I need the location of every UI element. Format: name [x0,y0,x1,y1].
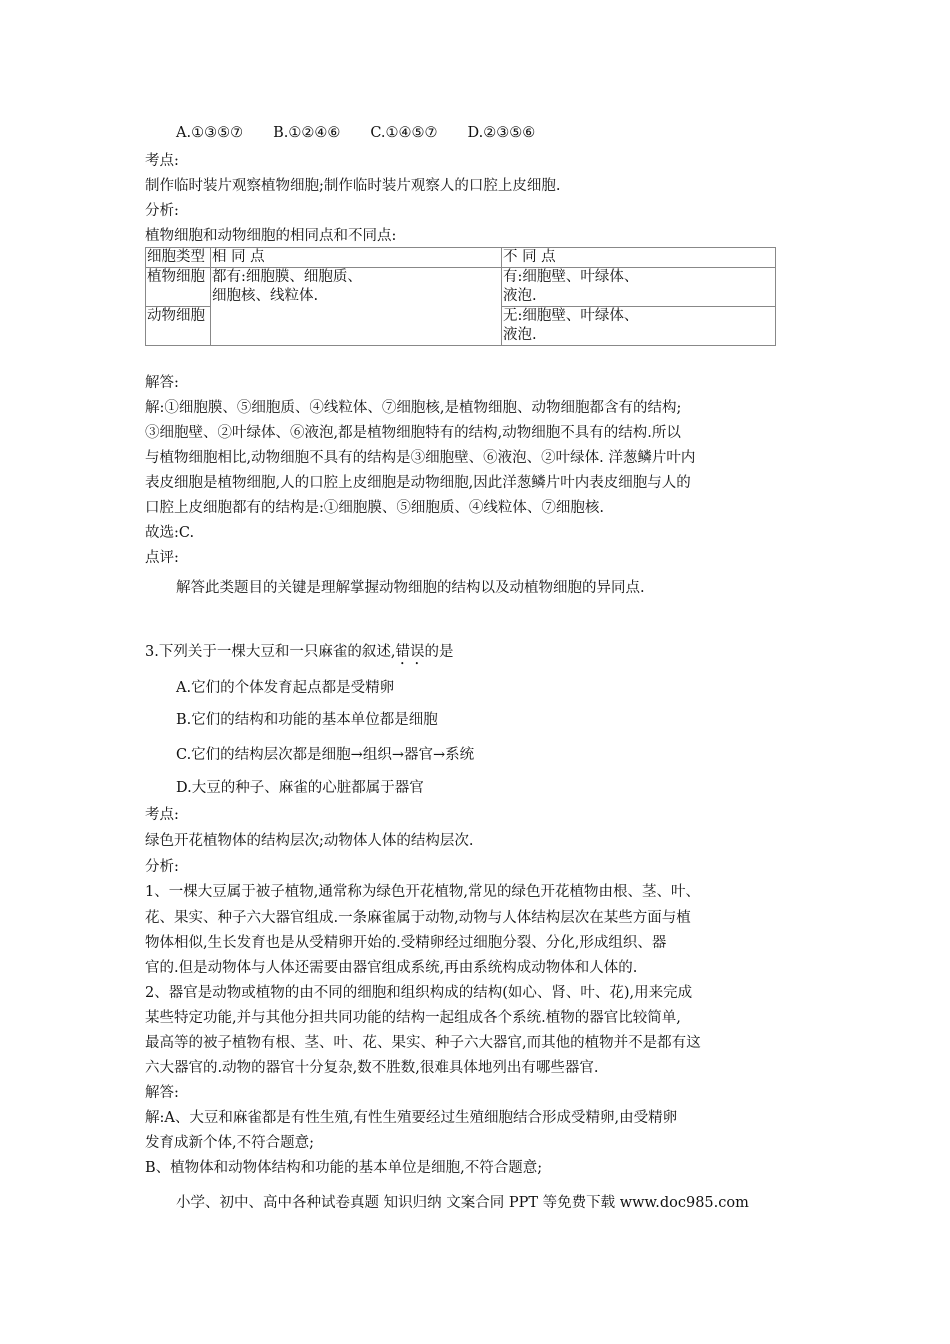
q3-fenxi-line: 2、器官是动物或植物的由不同的细胞和组织构成的结构(如心、肾、叶、花),用来完成 [145,985,693,1001]
q2-dianping-text: 解答此类题目的关键是理解掌握动物细胞的结构以及动植物细胞的异同点. [176,580,645,596]
q3-jieda-line: B、植物体和动物体结构和功能的基本单位是细胞,不符合题意; [145,1160,543,1176]
q3-stem-suffix: 的是 [424,644,454,660]
q2-jieda-line: 解:①细胞膜、⑤细胞质、④线粒体、⑦细胞核,是植物细胞、动物细胞都含有的结构; [145,400,682,416]
q3-option-d: D.大豆的种子、麻雀的心脏都属于器官 [176,780,424,796]
q3-fenxi-line: 官的.但是动物体与人体还需要由器官组成系统,再由系统构成动物体和人体的. [145,960,638,976]
table-cell-diff [501,268,775,307]
q2-dianping-label: 点评: [145,550,179,566]
q2-kaodian-text: 制作临时装片观察植物细胞;制作临时装片观察人的口腔上皮细胞. [145,178,561,194]
q2-jieda-line: ③细胞壁、②叶绿体、⑥液泡,都是植物细胞特有的结构,动物细胞不具有的结构.所以 [145,425,681,441]
table-cell-type: 植物细胞 [146,268,211,307]
table-cell-line: 无:细胞壁、叶绿体、 [502,308,639,324]
q3-option-c: C.它们的结构层次都是细胞→组织→器官→系统 [176,747,475,763]
q3-jieda-label: 解答: [145,1085,179,1101]
q3-stem-prefix: 3.下列关于一棵大豆和一只麻雀的叙述, [145,644,396,660]
page-footer: 小学、初中、高中各种试卷真题 知识归纳 文案合同 PPT 等免费下载 www.doc985.com [176,1195,749,1211]
q3-fenxi-line: 某些特定功能,并与其他分担共同功能的结构一起组成各个系统.植物的器官比较简单, [145,1010,681,1026]
table-row [146,268,776,307]
q2-fenxi-intro: 植物细胞和动物细胞的相同点和不同点: [145,228,397,244]
table-cell-same [210,268,501,346]
table-cell-line: 有:细胞壁、叶绿体、 [502,269,639,285]
q3-jieda-line: 发育成新个体,不符合题意; [145,1135,314,1151]
q3-fenxi-label: 分析: [145,859,179,875]
q2-options [176,121,565,146]
table-header-cell: 不 同 点 [501,248,775,268]
table-cell-diff [501,307,775,346]
table-cell-type: 动物细胞 [146,307,211,346]
q2-jieda-line: 口腔上皮细胞都有的结构是:①细胞膜、⑤细胞质、④线粒体、⑦细胞核. [145,500,604,516]
q3-option-b: B.它们的结构和功能的基本单位都是细胞 [176,712,438,728]
q3-option-a: A.它们的个体发育起点都是受精卵 [176,680,395,696]
table-cell-line: 液泡. [502,288,537,304]
table-cell-line: 液泡. [502,327,537,343]
table-header-cell: 相 同 点 [210,248,501,268]
q3-jieda-line: 解:A、大豆和麻雀都是有性生殖,有性生殖要经过生殖细胞结合形成受精卵,由受精卵 [145,1110,678,1126]
q2-kaodian-label: 考点: [145,153,179,169]
table-cell-line: 细胞核、线粒体. [211,288,319,304]
q2-jieda-label: 解答: [145,375,179,391]
q3-kaodian-text: 绿色开花植物体的结构层次;动物体人体的结构层次. [145,833,474,849]
q3-fenxi-line: 六大器官的.动物的器官十分复杂,数不胜数,很难具体地列出有哪些器官. [145,1060,599,1076]
q3-fenxi-line: 花、果实、种子六大器官组成.一条麻雀属于动物,动物与人体结构层次在某些方面与植 [145,910,691,926]
q2-answer: 故选:C. [145,525,195,541]
q2-jieda-line: 表皮细胞是植物细胞,人的口腔上皮细胞是动物细胞,因此洋葱鳞片叶内表皮细胞与人的 [145,475,691,491]
q2-fenxi-label: 分析: [145,203,179,219]
q3-stem [145,640,453,668]
q2-option-d: D.②③⑤⑥ [467,125,536,141]
q2-option-c: C.①④⑤⑦ [370,125,438,141]
table-header-cell: 细胞类型 [146,248,211,268]
q3-fenxi-line: 最高等的被子植物有根、茎、叶、花、果实、种子六大器官,而其他的植物并不是都有这 [145,1035,701,1051]
q3-fenxi-line: 物体相似,生长发育也是从受精卵开始的.受精卵经过细胞分裂、分化,形成组织、器 [145,935,667,951]
q2-option-b: B.①②④⑥ [273,125,341,141]
q2-jieda-line: 与植物细胞相比,动物细胞不具有的结构是③细胞壁、⑥液泡、②叶绿体. 洋葱鳞片叶内 [145,450,696,466]
table-header-row [146,248,776,268]
q3-fenxi-line: 1、一棵大豆属于被子植物,通常称为绿色开花植物,常见的绿色开花植物由根、茎、叶、 [145,884,700,900]
q3-kaodian-label: 考点: [145,807,179,823]
table-cell-line: 都有:细胞膜、细胞质、 [211,269,362,285]
q3-stem-emphasis: 错误 [395,644,425,660]
cell-comparison-table [145,247,776,346]
q2-option-a: A.①③⑤⑦ [176,125,244,141]
